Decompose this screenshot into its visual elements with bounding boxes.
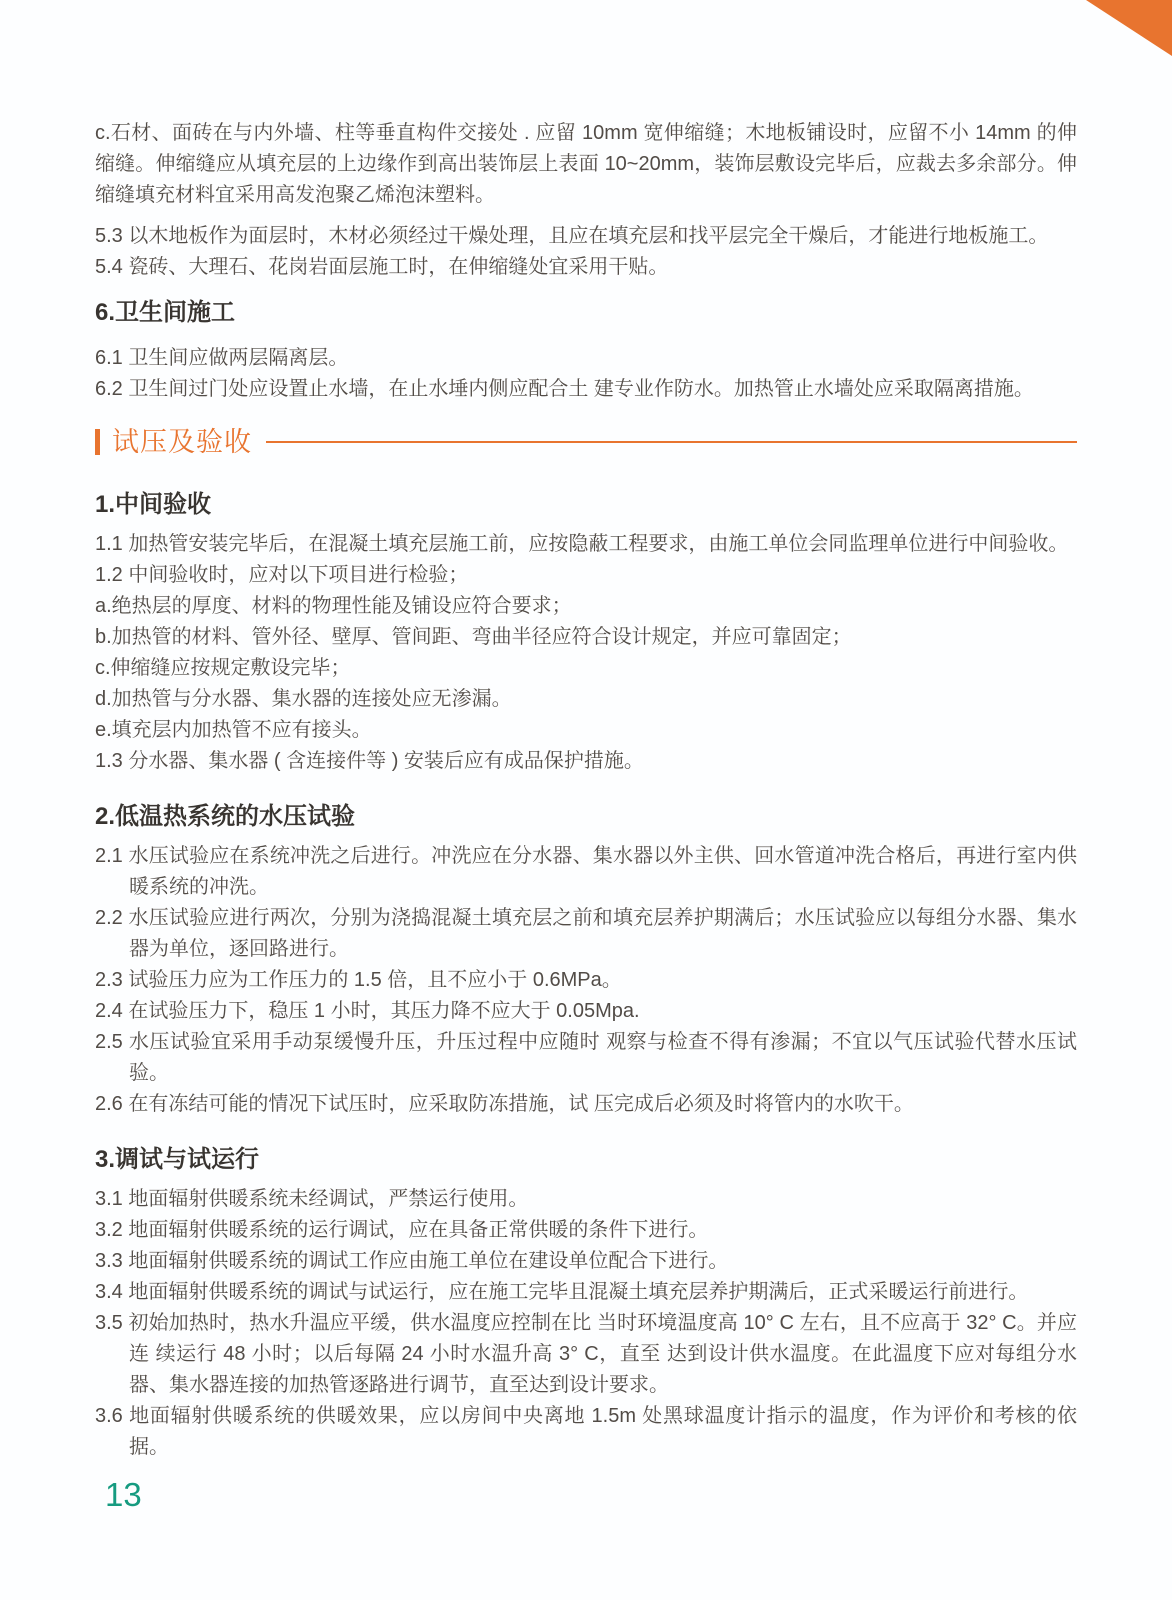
- list-item: 3.6 地面辐射供暖系统的供暖效果，应以房间中央离地 1.5m 处黑球温度计指示的温度，作为评价和考核的依据。: [95, 1405, 1077, 1458]
- corner-triangle-decoration: [1086, 0, 1172, 56]
- list-item: 2.1 水压试验应在系统冲洗之后进行。冲洗应在分水器、集水器以外主供、回水管道冲洗合格后，再进行室内供暖系统的冲洗。: [95, 845, 1077, 898]
- list-item: 2.4 在试验压力下，稳压 1 小时，其压力降不应大于 0.05Mpa.: [95, 1000, 640, 1022]
- section-heading-bathroom: 6.卫生间施工: [95, 299, 236, 326]
- section-banner: [95, 425, 1077, 459]
- page-number: 13: [105, 1476, 142, 1513]
- body-paragraph: c.石材、面砖在与内外墙、柱等垂直构件交接处 . 应留 10mm 宽伸缩缝；木地板铺设时，应留不小 14mm 的伸缩缝。伸缩缝应从填充层的上边缘作到高出装饰层上表面 10~20mm，装饰层敷设完毕后，应裁去多余部分。伸缩缝填充材料宜采用高发泡聚乙烯泡沫塑料。: [95, 122, 1077, 206]
- list-item: b.加热管的材料、管外径、壁厚、管间距、弯曲半径应符合设计规定，并应可靠固定；: [95, 626, 852, 648]
- list-item: 6.2 卫生间过门处应设置止水墙，在止水埵内侧应配合土 建专业作防水。加热管止水墙处应采取隔离措施。: [95, 378, 1034, 400]
- list-item: 1.2 中间验收时，应对以下项目进行检验；: [95, 564, 469, 586]
- list-item: 1.1 加热管安装完毕后，在混凝土填充层施工前，应按隐蔽工程要求，由施工单位会同监理单位进行中间验收。: [95, 533, 1069, 555]
- section-heading-commissioning: 3.调试与试运行: [95, 1146, 260, 1173]
- section-heading-hydraulic-test: 2.低温热系统的水压试验: [95, 803, 356, 830]
- list-item: 5.4 瓷砖、大理石、花岗岩面层施工时，在伸缩缝处宜采用干贴。: [95, 256, 669, 278]
- list-item: 1.3 分水器、集水器 ( 含连接件等 ) 安装后应有成品保护措施。: [95, 750, 644, 772]
- list-item: d.加热管与分水器、集水器的连接处应无渗漏。: [95, 688, 512, 710]
- section-heading-intermediate-acceptance: 1.中间验收: [95, 491, 212, 518]
- list-item: 2.6 在有冻结可能的情况下试压时，应采取防冻措施，试 压完成后必须及时将管内的水吹干。: [95, 1093, 914, 1115]
- list-item: e.填充层内加热管不应有接头。: [95, 719, 372, 741]
- list-item: 2.2 水压试验应进行两次，分别为浇捣混凝土填充层之前和填充层养护期满后；水压试验应以每组分水器、集水器为单位，逐回路进行。: [95, 907, 1077, 960]
- list-item: 2.5 水压试验宜采用手动泵缓慢升压，升压过程中应随时 观察与检查不得有渗漏；不宜以气压试验代替水压试 验。: [95, 1031, 1077, 1084]
- list-item: 3.4 地面辐射供暖系统的调试与试运行，应在施工完毕且混凝土填充层养护期满后，正式采暖运行前进行。: [95, 1281, 1029, 1303]
- list-item: 5.3 以木地板作为面层时，木材必须经过干燥处理，且应在填充层和找平层完全干燥后，才能进行地板施工。: [95, 225, 1049, 247]
- list-item: 3.1 地面辐射供暖系统未经调试，严禁运行使用。: [95, 1188, 529, 1210]
- list-item: 3.2 地面辐射供暖系统的运行调试，应在具备正常供暖的条件下进行。: [95, 1219, 709, 1241]
- accent-bar-icon: [95, 429, 100, 455]
- list-item: 3.3 地面辐射供暖系统的调试工作应由施工单位在建设单位配合下进行。: [95, 1250, 729, 1272]
- page-content: [95, 118, 1077, 1463]
- divider-line: [266, 441, 1077, 443]
- list-item: a.绝热层的厚度、材料的物理性能及铺设应符合要求；: [95, 595, 572, 617]
- list-item: c.伸缩缝应按规定敷设完毕；: [95, 657, 351, 679]
- banner-title: 试压及验收: [112, 427, 252, 457]
- list-item: 2.3 试验压力应为工作压力的 1.5 倍，且不应小于 0.6MPa。: [95, 969, 622, 991]
- list-item: 6.1 卫生间应做两层隔离层。: [95, 347, 349, 369]
- list-item: 3.5 初始加热时，热水升温应平缓，供水温度应控制在比 当时环境温度高 10° C 左右，且不应高于 32° C。并应连 续运行 48 小时；以后每隔 24 小时水温升高 3° C，直至 达到设计供水温度。在此温度下应对每组分水器、集水器连接的加热管逐路进行调节，直至达到设计要求。: [95, 1312, 1077, 1396]
